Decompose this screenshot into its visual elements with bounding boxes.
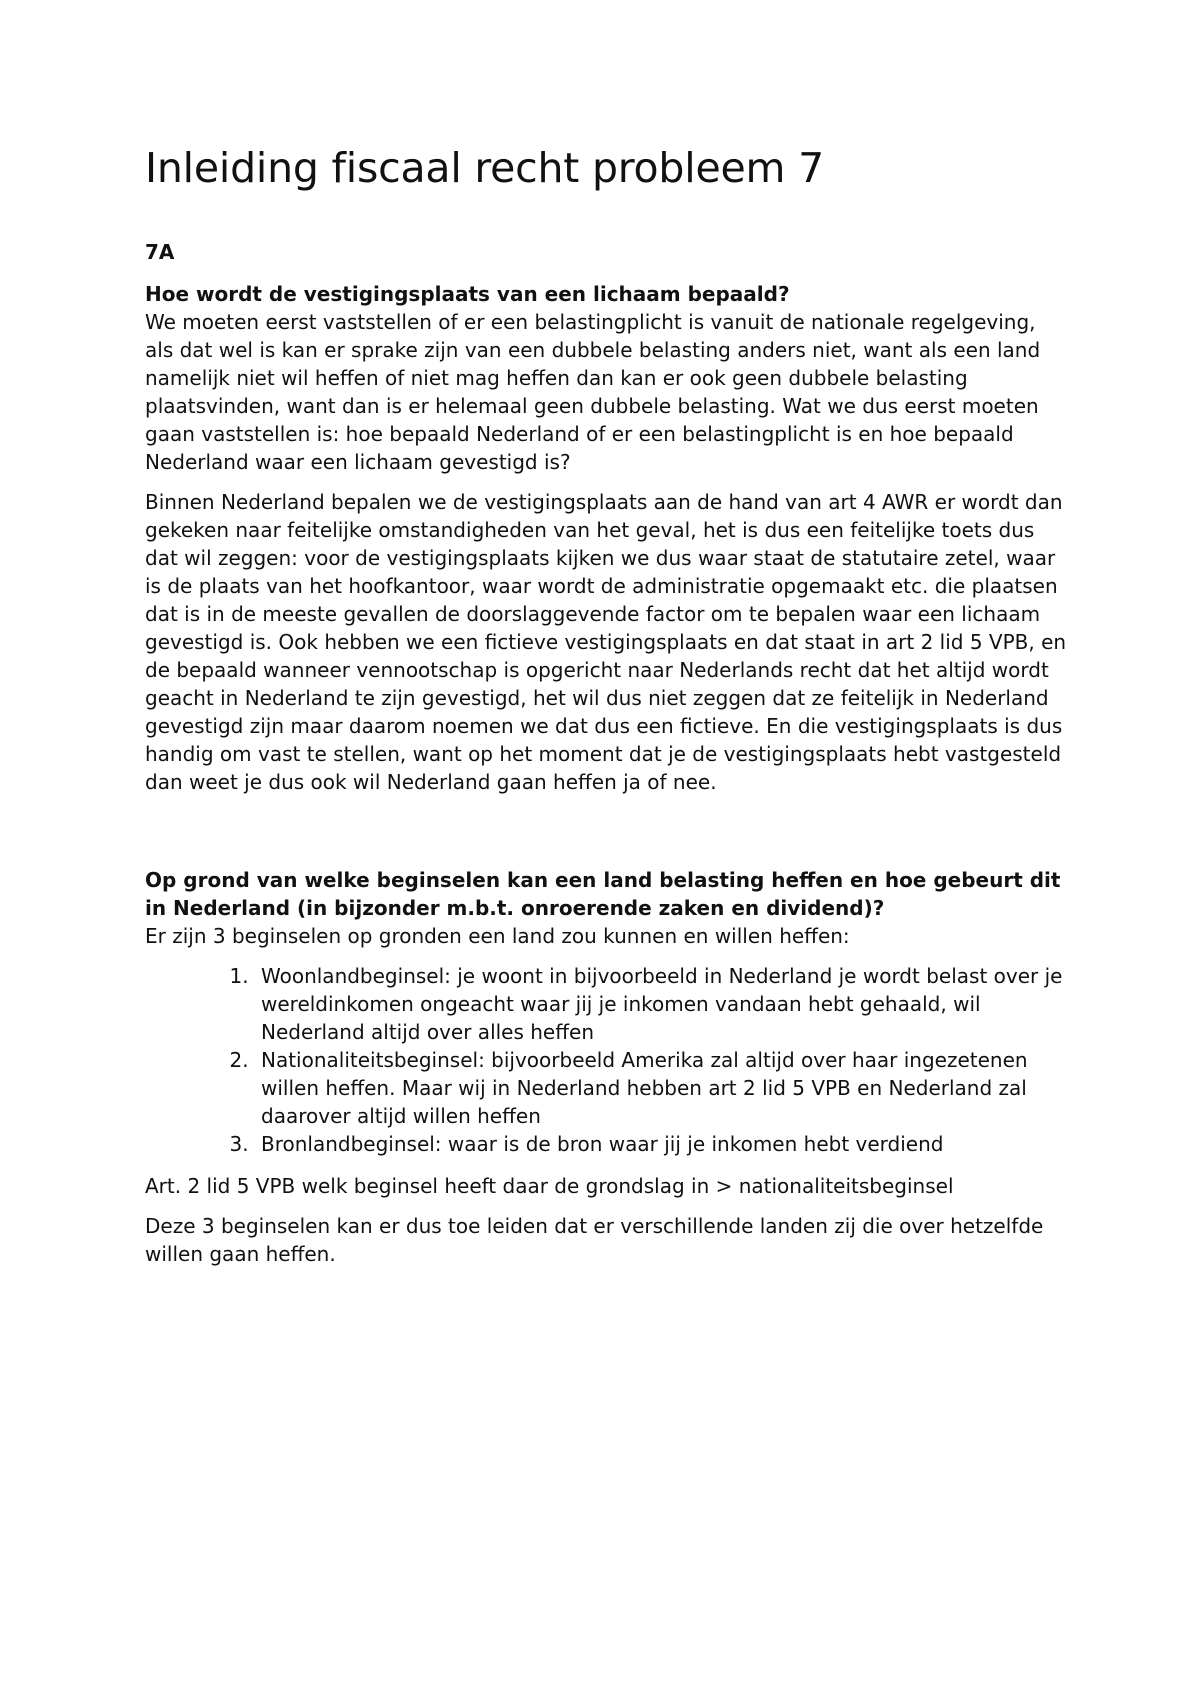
list-item: 1. Woonlandbeginsel: je woont in bijvoorbeeld in Nederland je wordt belast over je wereldinkomen ongeacht waar jij je inkomen vandaan hebt gehaald, wil Nederland altijd over alles heffen: [255, 962, 1070, 1046]
answer-2-intro: Er zijn 3 beginselen op gronden een land zou kunnen en willen heffen:: [145, 924, 850, 948]
section-label: 7A: [145, 240, 175, 264]
answer-2-paragraph-1: Art. 2 lid 5 VPB welk beginsel heeft daar de grondslag in > nationaliteitsbeginsel: [145, 1174, 954, 1198]
answer-2-paragraph-2: Deze 3 beginselen kan er dus toe leiden dat er verschillende landen zij die over hetzelfde willen gaan heffen.: [145, 1214, 1044, 1266]
question-1: Hoe wordt de vestigingsplaats van een lichaam bepaald?: [145, 282, 790, 306]
question-2: Op grond van welke beginselen kan een land belasting heffen en hoe gebeurt dit in Nederland (in bijzonder m.b.t. onroerende zaken en dividend)?: [145, 868, 1061, 920]
answer-1-paragraph-1: We moeten eerst vaststellen of er een belastingplicht is vanuit de nationale regelgeving, als dat wel is kan er sprake zijn van een dubbele belasting anders niet, want als een land namelijk niet wil heffen of niet mag heffen dan kan er ook geen dubbele belasting plaatsvinden, want dan is er helemaal geen dubbele belasting. Wat we dus eerst moeten gaan vaststellen is: hoe bepaald Nederland of er een belastingplicht is en hoe bepaald Nederland waar een lichaam gevestigd is?: [145, 310, 1041, 474]
principles-list: [145, 962, 1070, 1158]
section-spacer: [145, 808, 1070, 866]
document-title: Inleiding fiscaal recht probleem 7: [145, 144, 824, 192]
document-page: [145, 140, 1070, 1280]
answer-1-paragraph-2: Binnen Nederland bepalen we de vestigingsplaats aan de hand van art 4 AWR er wordt dan gekeken naar feitelijke omstandigheden van het geval, het is dus een feitelijke toets dus dat wil zeggen: voor de vestigingsplaats kijken we dus waar staat de statutaire zetel, waar is de plaats van het hoofkantoor, waar wordt de administratie opgemaakt etc. die plaatsen dat is in de meeste gevallen de doorslaggevende factor om te bepalen waar een lichaam gevestigd is. Ook hebben we een fictieve vestigingsplaats en dat staat in art 2 lid 5 VPB, en de bepaald wanneer vennootschap is opgericht naar Nederlands recht dat het altijd wordt geacht in Nederland te zijn gevestigd, het wil dus niet zeggen dat ze feitelijk in Nederland gevestigd zijn maar daarom noemen we dat dus een fictieve. En die vestigingsplaats is dus handig om vast te stellen, want op het moment dat je de vestigingsplaats hebt vastgesteld dan weet je dus ook wil Nederland gaan heffen ja of nee.: [145, 490, 1067, 794]
list-item: 2. Nationaliteitsbeginsel: bijvoorbeeld Amerika zal altijd over haar ingezetenen willen heffen. Maar wij in Nederland hebben art 2 lid 5 VPB en Nederland zal daarover altijd willen heffen: [255, 1046, 1070, 1130]
list-item: 3. Bronlandbeginsel: waar is de bron waar jij je inkomen hebt verdiend: [255, 1130, 1070, 1158]
